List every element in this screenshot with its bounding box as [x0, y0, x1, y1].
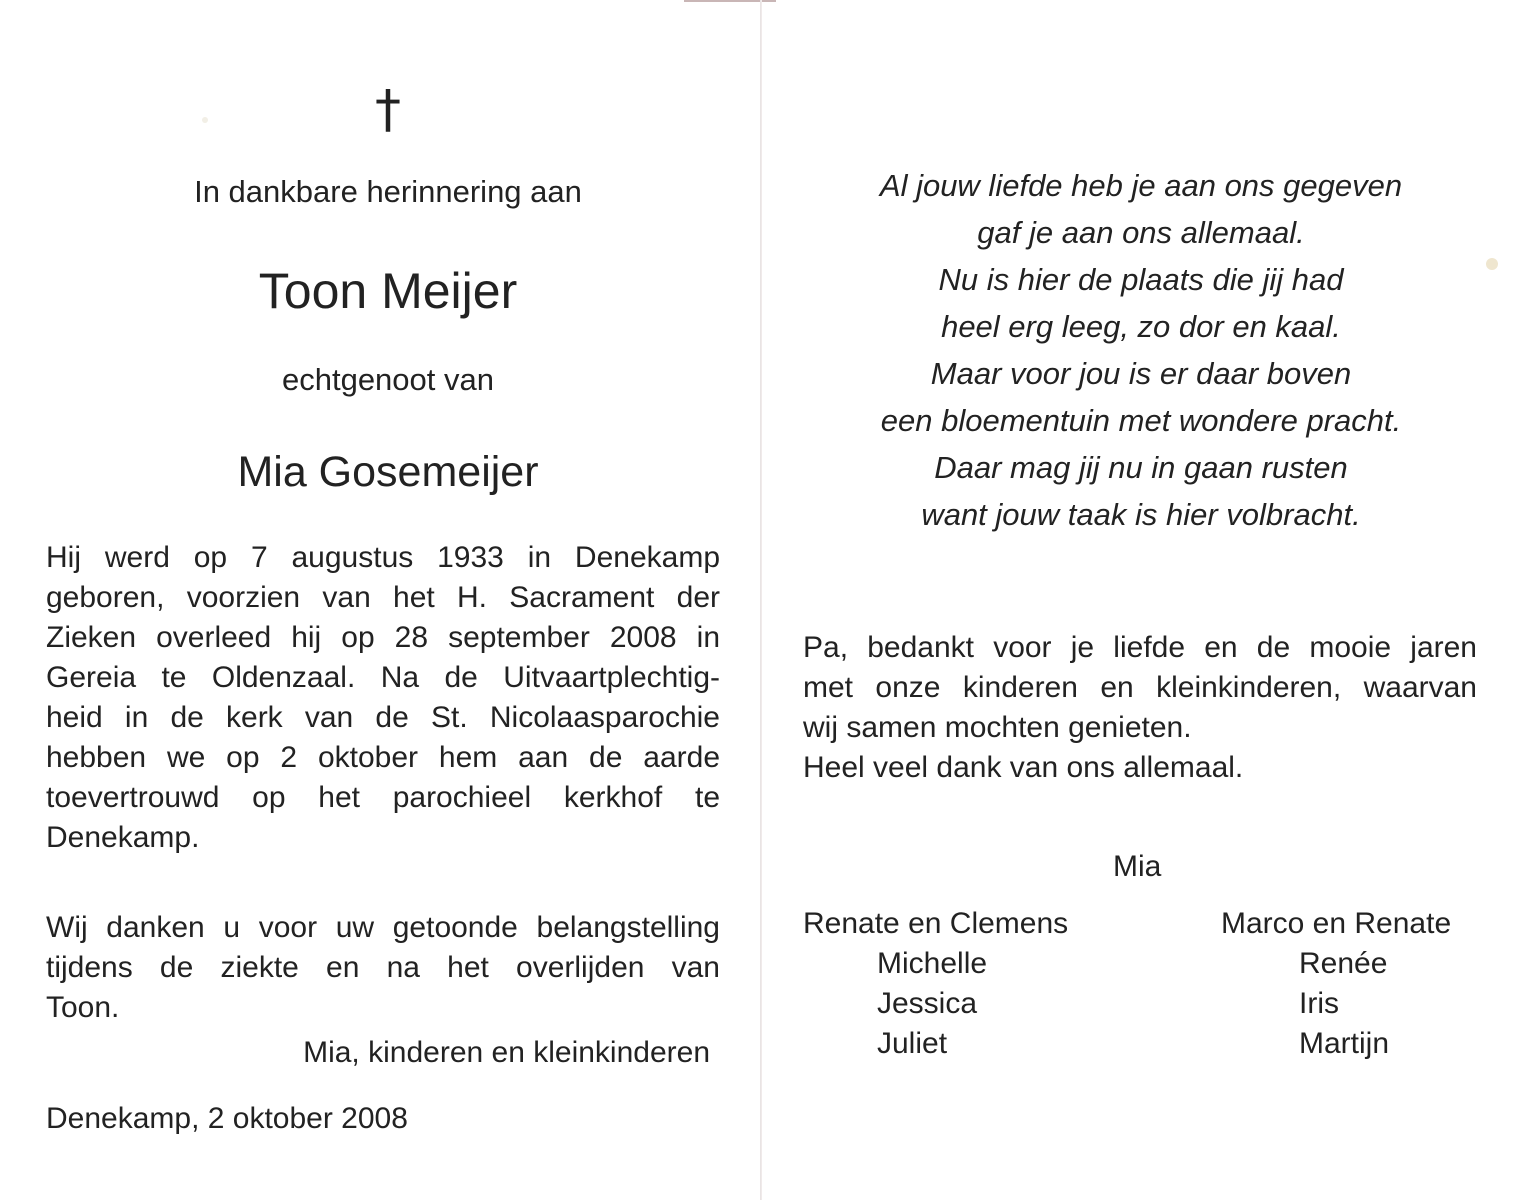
card-fold	[760, 0, 762, 1200]
family-group-right	[1221, 904, 1451, 1064]
bio-line: heid in de kerk van de St. Nicolaasparochie	[46, 701, 720, 734]
bio-line: Gereia te Oldenzaal. Na de Uitvaartplechtig-	[46, 661, 720, 694]
closing-paragraph	[803, 628, 1477, 788]
family-child: Michelle	[877, 947, 988, 980]
place-date: Denekamp, 2 oktober 2008	[46, 1102, 408, 1135]
bio-line: Hij werd op 7 augustus 1933 in Denekamp	[46, 541, 720, 574]
poem	[803, 162, 1479, 538]
poem-line: Daar mag jij nu in gaan rusten	[934, 450, 1348, 485]
poem-line: want jouw taak is hier volbracht.	[921, 497, 1361, 532]
widow-name: Mia	[1113, 850, 1162, 883]
intro-text: In dankbare herinnering aan	[194, 174, 582, 209]
poem-line: gaf je aan ons allemaal.	[977, 215, 1305, 250]
family-parents: Renate en Clemens	[803, 907, 1069, 940]
thanks-line: Toon.	[46, 991, 120, 1024]
closing-line: Pa, bedankt voor je liefde en de mooie jaren	[803, 631, 1477, 664]
family-child: Juliet	[877, 1027, 948, 1060]
bio-line: hebben we op 2 oktober hem aan de aarde	[46, 741, 720, 774]
closing-line: Heel veel dank van ons allemaal.	[803, 751, 1244, 784]
family-parents: Marco en Renate	[1221, 907, 1452, 940]
poem-line: een bloementuin met wondere pracht.	[880, 403, 1402, 438]
poem-line: Al jouw liefde heb je aan ons gegeven	[879, 168, 1403, 203]
poem-line: Maar voor jou is er daar boven	[930, 356, 1352, 391]
signature: Mia, kinderen en kleinkinderen	[303, 1036, 710, 1069]
bio-line: Zieken overleed hij op 28 september 2008 in	[46, 621, 720, 654]
spouse-label: echtgenoot van	[281, 362, 494, 397]
deceased-name: Toon Meijer	[258, 263, 518, 319]
poem-line: heel erg leeg, zo dor en kaal.	[941, 309, 1341, 344]
thanks-paragraph	[46, 908, 720, 1028]
family-child: Martijn	[1299, 1027, 1390, 1060]
cross-icon: †	[375, 80, 401, 140]
thanks-line: tijdens de ziekte en na het overlijden van	[46, 951, 720, 984]
spouse-name: Mia Gosemeijer	[237, 448, 539, 496]
bio-line: Denekamp.	[46, 821, 200, 854]
biography	[46, 538, 720, 858]
fold-top-mark	[684, 0, 776, 2]
poem-line: Nu is hier de plaats die jij had	[938, 262, 1344, 297]
bio-line: geboren, voorzien van het H. Sacrament der	[46, 581, 720, 614]
closing-line: wij samen mochten genieten.	[803, 711, 1192, 744]
thanks-line: Wij danken u voor uw getoonde belangstelling	[46, 911, 720, 944]
family-child: Renée	[1299, 947, 1388, 980]
family-child: Iris	[1299, 987, 1339, 1020]
closing-line: met onze kinderen en kleinkinderen, waarvan	[803, 671, 1477, 704]
paper-speck	[1486, 258, 1498, 270]
bio-line: toevertrouwd op het parochieel kerkhof te	[46, 781, 720, 814]
family-group-left	[803, 904, 1068, 1064]
family-child: Jessica	[877, 987, 978, 1020]
